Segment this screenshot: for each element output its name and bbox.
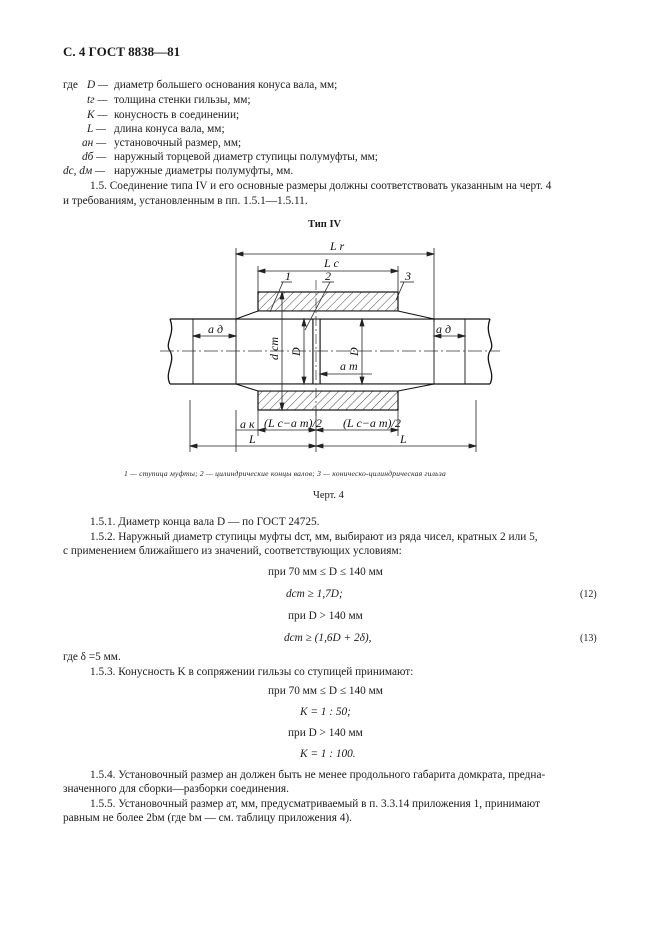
definition-symbol: K —	[87, 109, 108, 121]
para-1-5-2-line2: с применением ближайшего из значений, соответствующих условиям:	[63, 545, 402, 557]
label-half-right: (L c−a т)/2	[343, 416, 401, 430]
label-1: 1	[285, 269, 291, 283]
figure-title: Тип IV	[308, 219, 342, 230]
para-1-5-4-line2: значенного для сборки—разборки соединения.	[63, 783, 289, 795]
equation-12: dст ≥ 1,7D;	[286, 588, 343, 600]
equation-12-number: (12)	[580, 589, 597, 600]
label-2: 2	[325, 269, 331, 283]
label-ad-right: a д	[436, 322, 452, 336]
conicity-1: K = 1 : 50;	[300, 706, 351, 718]
para-1-5-2-line1: 1.5.2. Наружный диаметр ступицы муфты dст, мм, выбирают из ряда чисел, кратных 2 или 5,	[90, 531, 538, 543]
delta-note: где δ =5 мм.	[63, 651, 121, 663]
label-d-right: D	[347, 347, 361, 356]
para-1-5-line1: 1.5. Соединение типа IV и его основные размеры должны соответствовать указанным на черт. 4	[90, 180, 552, 192]
definition-text: диаметр большего основания конуса вала, мм;	[114, 79, 338, 91]
definition-symbol: aн —	[82, 137, 107, 149]
label-ad-left: a д	[208, 322, 224, 336]
para-1-5-5-line1: 1.5.5. Установочный размер aт, мм, предусматриваемый в п. 3.3.14 приложения 1, принимают	[90, 798, 541, 810]
definition-symbol: D —	[87, 79, 109, 91]
page-header: С. 4 ГОСТ 8838—81	[63, 44, 181, 59]
definition-text: длина конуса вала, мм;	[114, 123, 225, 135]
figure-caption: 1 — ступица муфты; 2 — цилиндрические концы валов; 3 — коническо-цилиндрическая гильза	[124, 469, 446, 478]
conicity-2: K = 1 : 100.	[300, 748, 356, 760]
condition-1: при 70 мм ≤ D ≤ 140 мм	[268, 566, 383, 578]
definition-prefix: где	[63, 79, 78, 91]
definition-symbol: dб —	[82, 151, 107, 163]
para-1-5-line2: и требованиям, установленным в пп. 1.5.1—1.5.11.	[63, 195, 308, 207]
hub-bottom	[258, 391, 398, 410]
figure-name: Черт. 4	[313, 490, 344, 501]
label-at: a т	[340, 359, 358, 373]
para-1-5-4-line1: 1.5.4. Установочный размер aн должен быть не менее продольного габарита домкрата, предна-	[90, 769, 546, 781]
definition-text: толщина стенки гильзы, мм;	[114, 94, 251, 106]
definition-text: наружный торцевой диаметр ступицы полумуфты, мм;	[114, 151, 378, 163]
definition-symbol: tг —	[87, 94, 108, 106]
condition-4: при D > 140 мм	[288, 727, 363, 739]
condition-3: при 70 мм ≤ D ≤ 140 мм	[268, 685, 383, 697]
equation-13-number: (13)	[580, 633, 597, 644]
label-3: 3	[405, 269, 411, 283]
label-lc: L c	[324, 256, 339, 270]
definition-text: наружные диаметры полумуфты, мм.	[114, 165, 294, 177]
equation-13: dст ≥ (1,6D + 2δ),	[284, 632, 372, 644]
definition-text: установочный размер, мм;	[114, 137, 242, 149]
para-1-5-3: 1.5.3. Конусность K в сопряжении гильзы со ступицей принимают:	[90, 666, 414, 678]
label-ak: a к	[240, 417, 255, 431]
hub-top	[258, 292, 398, 311]
label-d-left: D	[289, 347, 303, 356]
definition-text: конусность в соединении;	[114, 109, 240, 121]
definition-symbol: dс, dм —	[63, 165, 106, 177]
para-1-5-5-line2: равным не более 2bм (где bм — см. таблицу приложения 4).	[63, 812, 352, 824]
label-l-right: L	[400, 432, 407, 446]
definition-symbol: L —	[87, 123, 106, 135]
label-dct: d cт	[267, 337, 281, 360]
label-half-left: (L c−a т)/2	[264, 416, 322, 430]
condition-2: при D > 140 мм	[288, 610, 363, 622]
label-lr: L r	[330, 239, 345, 253]
para-1-5-1: 1.5.1. Диаметр конца вала D — по ГОСТ 24725.	[90, 516, 320, 528]
label-l-left: L	[249, 432, 256, 446]
